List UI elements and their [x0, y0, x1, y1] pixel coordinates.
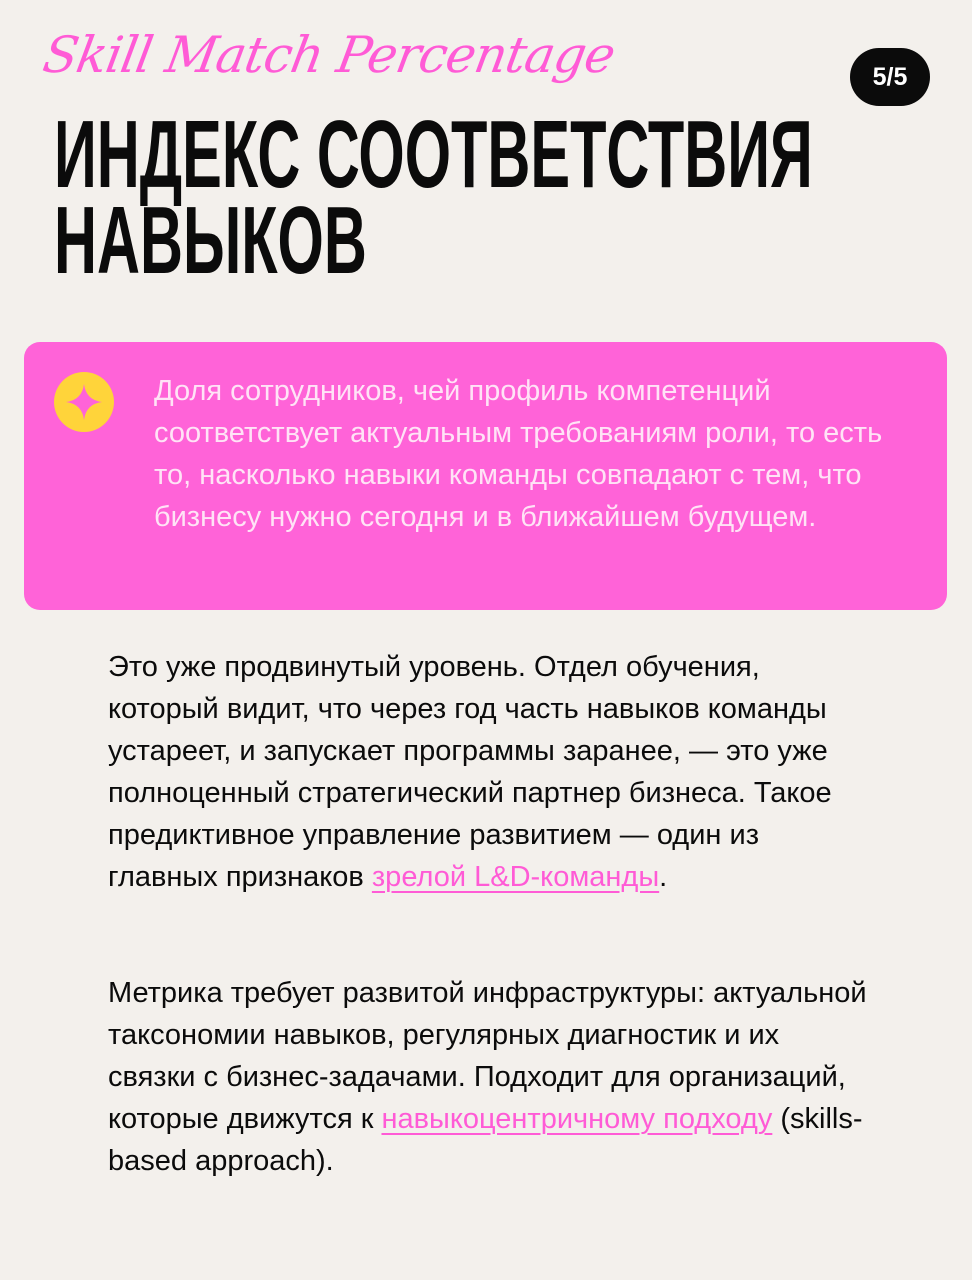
- paragraph-2-text: Метрика требует развитой инфраструктуры: актуальной таксономии навыков, регулярных диагностик и их связки с бизнес-задачами. Подходит для организаций, которые движутся к: [108, 977, 867, 1135]
- body-paragraph-2: [108, 972, 868, 1182]
- paragraph-1-text: Это уже продвинутый уровень. Отдел обучения, который видит, что через год часть навыков команды устареет, и запускает программы заранее, — это уже полноценный стратегический партнер бизнеса. Такое предиктивное управление развитием — один из главных признаков: [108, 651, 832, 893]
- page-title-line-2: НАВЫКОВ: [54, 187, 367, 294]
- definition-callout: [24, 342, 947, 610]
- body-paragraph-1: [108, 646, 868, 898]
- sparkle-icon: [54, 372, 114, 432]
- skills-based-approach-link[interactable]: навыкоцентричному подходу: [381, 1103, 773, 1135]
- definition-text: Доля сотрудников, чей профиль компетенций соответствует актуальным требованиям роли, то есть то, насколько навыки команды совпадают с тем, что бизнесу нужно сегодня и в ближайшем будущем.: [154, 375, 883, 533]
- paragraph-1-end: .: [659, 861, 668, 893]
- script-subtitle: Skill Match Percentage: [38, 26, 619, 84]
- page-title: [54, 101, 813, 294]
- mature-ld-team-link[interactable]: зрелой L&D-команды: [371, 861, 660, 893]
- paragraph-2-end: (skills-based approach).: [108, 1103, 863, 1177]
- page-title-line-1: ИНДЕКС СООТВЕТСТВИЯ: [54, 101, 813, 208]
- page-indicator-badge: 5/5: [850, 48, 930, 106]
